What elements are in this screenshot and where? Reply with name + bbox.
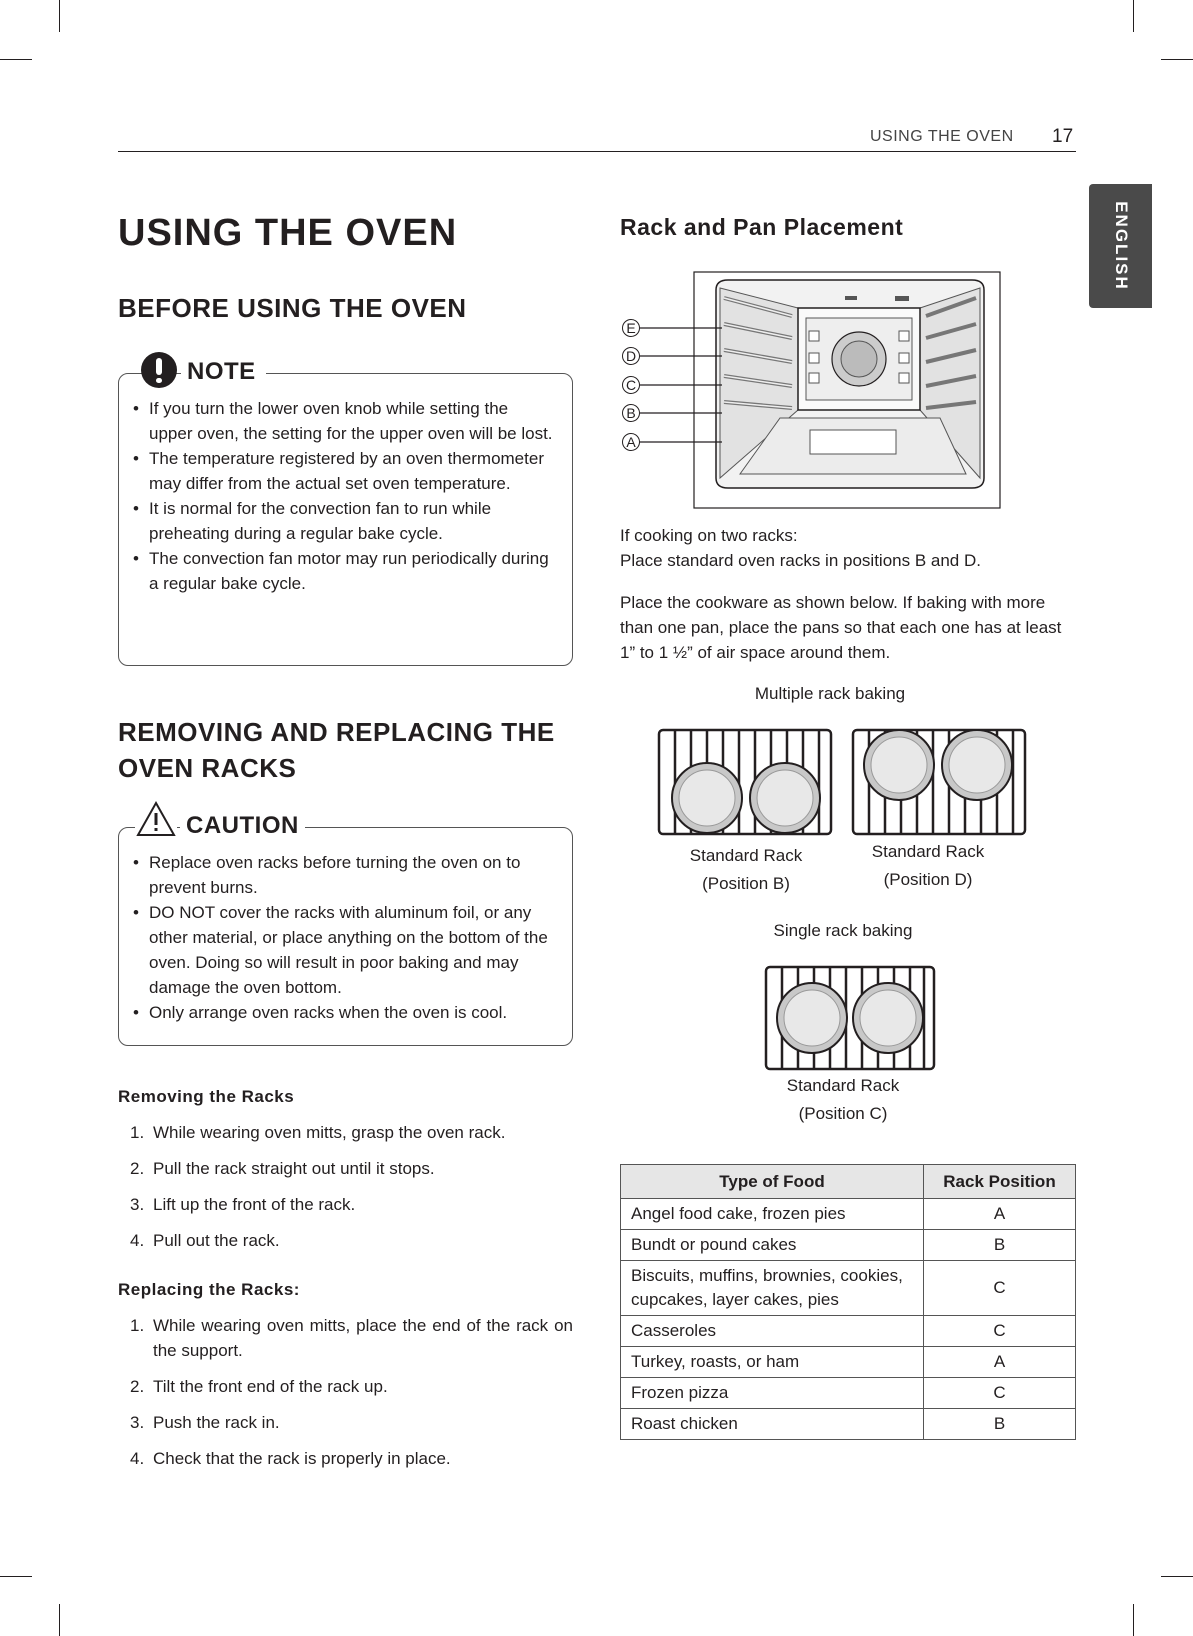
- food-rack-position-table: [620, 1164, 1076, 1440]
- step-text: While wearing oven mitts, place the end of the rack on the support.: [153, 1316, 573, 1360]
- crop-mark: [59, 1604, 60, 1636]
- replacing-racks-steps: [118, 1313, 573, 1482]
- note-item: • It is normal for the convection fan to run while preheating during a regular bake cycle.: [133, 496, 553, 546]
- warning-triangle-icon: [135, 800, 177, 838]
- language-tab-label: ENGLISH: [1111, 201, 1131, 291]
- rack-b-caption-line1: Standard Rack: [689, 846, 803, 865]
- crop-mark: [1161, 59, 1193, 60]
- table-row: [621, 1230, 1076, 1261]
- caution-item: • Only arrange oven racks when the oven is cool.: [133, 1000, 553, 1025]
- step-item: 1. While wearing oven mitts, place the end of the rack on the support.: [130, 1316, 573, 1360]
- position-cell: A: [924, 1199, 1076, 1230]
- table-row: [621, 1347, 1076, 1378]
- before-using-heading: BEFORE USING THE OVEN: [118, 293, 467, 323]
- crop-mark: [1161, 1576, 1193, 1577]
- table-row: [621, 1199, 1076, 1230]
- step-text: Pull out the rack.: [153, 1231, 280, 1250]
- removing-racks-title: Removing the Racks: [118, 1087, 295, 1106]
- note-item: • If you turn the lower oven knob while setting the upper oven, the setting for the upper oven will be lost.: [133, 396, 553, 446]
- step-item: 1. While wearing oven mitts, grasp the oven rack.: [130, 1123, 506, 1142]
- rack-position-b-diagram: [657, 728, 833, 838]
- rack-c-caption-line2: (Position C): [798, 1104, 888, 1123]
- crop-mark: [0, 1576, 32, 1577]
- position-cell: C: [924, 1378, 1076, 1409]
- table-row: [621, 1261, 1076, 1316]
- step-text: Check that the rack is properly in place.: [153, 1449, 451, 1468]
- rack-position-label: C: [625, 377, 637, 393]
- crop-mark: [1133, 0, 1134, 32]
- removing-racks-steps: [118, 1120, 573, 1264]
- rack-b-caption-line2: (Position B): [702, 874, 790, 893]
- exclamation-icon: [141, 352, 177, 388]
- rack-position-c-diagram: [764, 965, 936, 1071]
- step-item: 2. Tilt the front end of the rack up.: [130, 1377, 388, 1396]
- rack-position-d-diagram: [851, 728, 1027, 838]
- two-racks-line2: Place standard oven racks in positions B and D.: [620, 551, 981, 570]
- rack-position-label: B: [626, 405, 636, 421]
- column-header-position: Rack Position: [924, 1165, 1076, 1199]
- note-item: • The convection fan motor may run periodically during a regular bake cycle.: [133, 546, 553, 596]
- step-item: 4. Pull out the rack.: [130, 1231, 280, 1250]
- rack-position-label: A: [626, 434, 636, 450]
- page-number: 17: [1052, 126, 1074, 147]
- step-item: 3. Push the rack in.: [130, 1413, 280, 1432]
- note-label: NOTE: [181, 358, 266, 386]
- position-cell: A: [924, 1347, 1076, 1378]
- food-cell: Casseroles: [621, 1316, 924, 1347]
- crop-mark: [0, 59, 32, 60]
- position-cell: C: [924, 1261, 1076, 1316]
- two-racks-line1: If cooking on two racks:: [620, 526, 798, 545]
- rack-c-caption-line1: Standard Rack: [786, 1076, 900, 1095]
- note-item: • The temperature registered by an oven thermometer may differ from the actual set oven temperature.: [133, 446, 553, 496]
- food-cell: Angel food cake, frozen pies: [621, 1199, 924, 1230]
- step-text: Tilt the front end of the rack up.: [153, 1377, 388, 1396]
- multiple-rack-caption: Multiple rack baking: [754, 684, 906, 703]
- caution-label: CAUTION: [180, 812, 305, 840]
- food-cell: Bundt or pound cakes: [621, 1230, 924, 1261]
- language-tab: [1089, 184, 1152, 308]
- header-rule: [118, 151, 1076, 152]
- table-row: [621, 1316, 1076, 1347]
- table-row: [621, 1378, 1076, 1409]
- step-text: Lift up the front of the rack.: [153, 1195, 356, 1214]
- table-header-row: [621, 1165, 1076, 1199]
- replacing-racks-title: Replacing the Racks:: [118, 1280, 300, 1299]
- step-item: 4. Check that the rack is properly in place.: [130, 1449, 451, 1468]
- oven-rack-position-diagram: [620, 268, 1005, 510]
- food-cell: Turkey, roasts, or ham: [621, 1347, 924, 1378]
- page-title: USING THE OVEN: [118, 212, 458, 254]
- food-cell: Biscuits, muffins, brownies, cookies, cupcakes, layer cakes, pies: [621, 1261, 924, 1316]
- food-cell: Frozen pizza: [621, 1378, 924, 1409]
- crop-mark: [59, 0, 60, 32]
- removing-replacing-heading: REMOVING AND REPLACING THE OVEN RACKS: [118, 717, 555, 783]
- single-rack-caption: Single rack baking: [773, 921, 913, 940]
- food-cell: Roast chicken: [621, 1409, 924, 1440]
- caution-item: • Replace oven racks before turning the oven on to prevent burns.: [133, 850, 553, 900]
- rack-position-label: E: [626, 320, 636, 336]
- rack-position-label: D: [625, 348, 637, 364]
- step-item: 2. Pull the rack straight out until it stops.: [130, 1159, 435, 1178]
- step-text: While wearing oven mitts, grasp the oven rack.: [153, 1123, 506, 1142]
- position-cell: C: [924, 1316, 1076, 1347]
- column-header-food: Type of Food: [621, 1165, 924, 1199]
- rack-d-caption-line2: (Position D): [883, 870, 973, 889]
- position-cell: B: [924, 1409, 1076, 1440]
- caution-item: • DO NOT cover the racks with aluminum foil, or any other material, or place anything on the bottom of the oven. Doing so will result in poor baking and may damage the oven bottom.: [133, 900, 553, 1000]
- step-item: 3. Lift up the front of the rack.: [130, 1195, 356, 1214]
- cookware-instructions: Place the cookware as shown below. If baking with more than one pan, place the pans so that each one has at least 1” to 1 ½” of air space around them.: [620, 593, 1062, 662]
- rack-pan-placement-title: Rack and Pan Placement: [620, 214, 904, 240]
- crop-mark: [1133, 1604, 1134, 1636]
- header-section-title: USING THE OVEN: [870, 128, 1014, 145]
- note-list: [133, 396, 553, 596]
- table-row: [621, 1409, 1076, 1440]
- rack-d-caption-line1: Standard Rack: [871, 842, 985, 861]
- step-text: Push the rack in.: [153, 1413, 280, 1432]
- position-cell: B: [924, 1230, 1076, 1261]
- step-text: Pull the rack straight out until it stops.: [153, 1159, 435, 1178]
- caution-list: [133, 850, 553, 1025]
